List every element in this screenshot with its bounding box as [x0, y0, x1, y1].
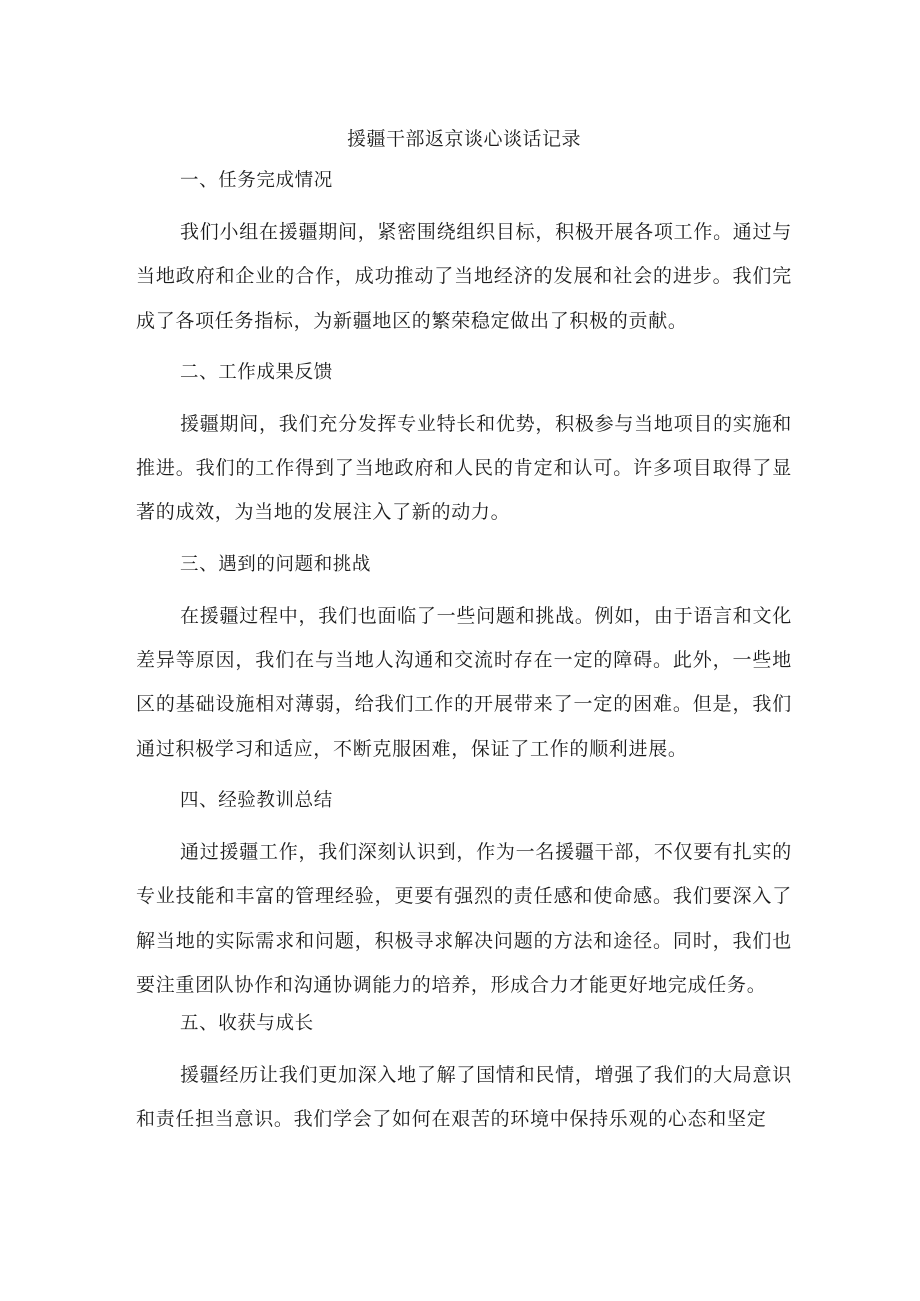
section-heading-5: 五、收获与成长 [180, 1013, 314, 1035]
section-paragraph-3: 在援疆过程中，我们也面临了一些问题和挑战。例如，由于语言和文化差异等原因，我们在与当地人沟通和交流时存在一定的障碍。此外，一些地区的基础设施相对薄弱，给我们工作的开展带来了一定的困难。但是，我们通过积极学习和适应，不断克服困难，保证了工作的顺利进展。 [136, 604, 792, 760]
document-body [136, 120, 792, 1142]
section-paragraph-4: 通过援疆工作，我们深刻认识到，作为一名援疆干部，不仅要有扎实的专业技能和丰富的管理经验，更要有强烈的责任感和使命感。我们要深入了解当地的实际需求和问题，积极寻求解决问题的方法和途径。同时，我们也要注重团队协作和沟通协调能力的培养，形成合力才能更好地完成任务。 [136, 840, 792, 996]
section-paragraph-5: 援疆经历让我们更加深入地了解了国情和民情，增强了我们的大局意识和责任担当意识。我们学会了如何在艰苦的环境中保持乐观的心态和坚定 [136, 1064, 792, 1131]
section-paragraph-2: 援疆期间，我们充分发挥专业特长和优势，积极参与当地项目的实施和推进。我们的工作得到了当地政府和人民的肯定和认可。许多项目取得了显著的成效，为当地的发展注入了新的动力。 [136, 412, 792, 524]
section-heading-3: 三、遇到的问题和挑战 [180, 553, 372, 575]
section-heading-2: 二、工作成果反馈 [180, 361, 333, 383]
section-heading-1: 一、任务完成情况 [180, 170, 333, 191]
document-title: 援疆干部返京谈心谈话记录 [346, 128, 581, 150]
section-paragraph-1: 我们小组在援疆期间，紧密围绕组织目标，积极开展各项工作。通过与当地政府和企业的合作，成功推动了当地经济的发展和社会的进步。我们完成了各项任务指标，为新疆地区的繁荣稳定做出了积极的贡献。 [136, 221, 792, 332]
section-heading-4: 四、经验教训总结 [180, 789, 333, 811]
